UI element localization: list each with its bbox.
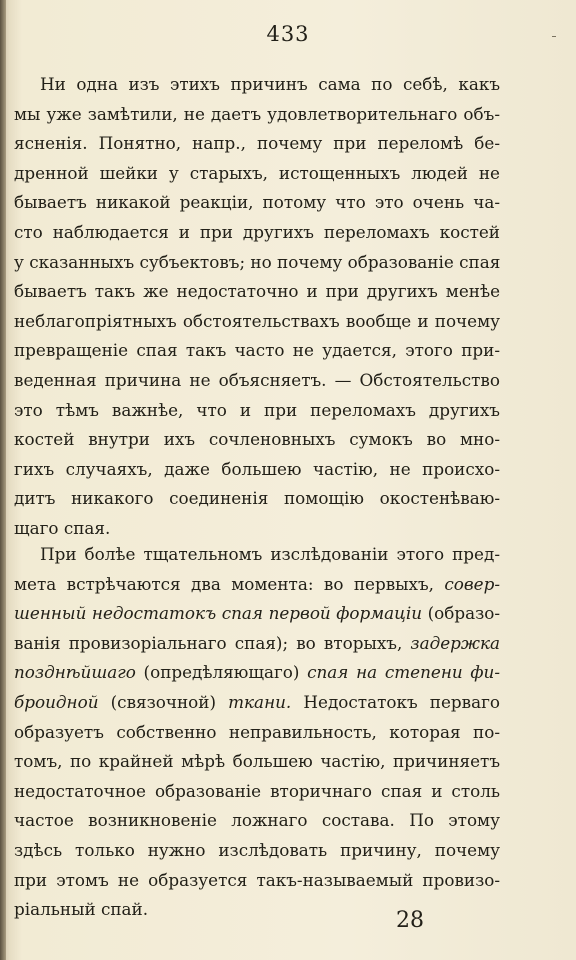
italic-text-run: совер- [444,573,500,594]
italic-text-run: ткани. [228,691,292,712]
text-run: (связочной) [98,691,229,712]
text-line [14,688,500,718]
text-line [14,599,500,629]
text-run: (образо- [422,603,500,624]
text-line [14,629,500,659]
text-run: при этомъ не образуется такъ-называемый провизо- [14,869,500,890]
text-line [14,570,500,600]
text-run: (опредѣляющаго) [135,662,308,683]
italic-text-run: позднѣйшаго [14,662,136,683]
text-line [14,806,500,836]
text-run: частое возникновеніе ложнаго состава. По этому [14,810,500,831]
text-run: ріальный спай. [14,899,149,920]
text-line: это тѣмъ важнѣе, что и при переломахъ другихъ [14,399,500,420]
text-line [14,836,500,866]
text-line: бываетъ такъ же недостаточно и при другихъ менѣе [14,281,500,302]
italic-text-run: брoидной [14,691,99,712]
text-line: неблагопріятныхъ обстоятельствахъ вообще и почему [14,310,500,331]
page-number: 433 [266,22,310,46]
text-run: Недостатокъ перваго [291,691,500,712]
text-line: веденная причина не объясняетъ. — Обстоятельство [14,369,500,390]
text-line: мы уже замѣтили, не даетъ удовлетворительнаго объ- [14,103,500,124]
text-line: бываетъ никакой реакціи, потому что это очень ча- [14,192,500,213]
text-line: превращеніе спая такъ часто не удается, этого при- [14,340,500,361]
binding-gutter [0,0,6,960]
text-run: здѣсь только нужно изслѣдовать причину, почему [14,839,500,860]
text-line: дренной шейки у старыхъ, истощенныхъ людей не [14,162,500,183]
italic-text-run: задержка [410,632,500,653]
paragraph-2 [14,540,500,925]
italic-text-run: шенный недостатокъ спая первой формаціи [14,603,423,624]
text-line [14,866,500,896]
text-line: у сказанныхъ субъектовъ; но почему образованіе спая [14,251,500,272]
text-line: дитъ никакого соединенія помощію окостенѣваю- [14,488,500,509]
text-line: костей внутри ихъ сочленовныхъ сумокъ во мно- [14,429,500,450]
text-line [14,747,500,777]
signature-mark: 28 [396,908,424,933]
text-line: щаго спая. [14,517,111,538]
text-run: томъ, по крайней мѣрѣ большею частію, причиняетъ [14,751,500,772]
text-line: гихъ случаяхъ, даже большею частію, не происхо- [14,458,500,479]
text-line: сто наблюдается и при другихъ переломахъ костей [14,221,500,242]
text-line: Ни одна изъ этихъ причинъ сама по себѣ, какъ [40,74,500,94]
text-run: недостаточное образованіе вторичнаго спая и столь [14,780,500,801]
text-line: ясненія. Понятно, напр., почему при переломѣ бе- [14,133,500,154]
text-line [14,540,500,570]
text-run: образуетъ собственно неправильность, которая по- [14,721,500,742]
italic-text-run: спая на степени фи- [307,662,500,683]
paragraph-1 [14,70,500,544]
text-line [14,718,500,748]
text-run: мета встрѣчаются два момента: во первыхъ, [14,573,445,594]
text-run: ванія провизоріальнаго спая); во вторыхъ, [14,632,411,653]
text-run: При болѣе тщательномъ изслѣдованіи этого пред- [40,544,500,564]
text-line [14,777,500,807]
text-line [14,658,500,688]
